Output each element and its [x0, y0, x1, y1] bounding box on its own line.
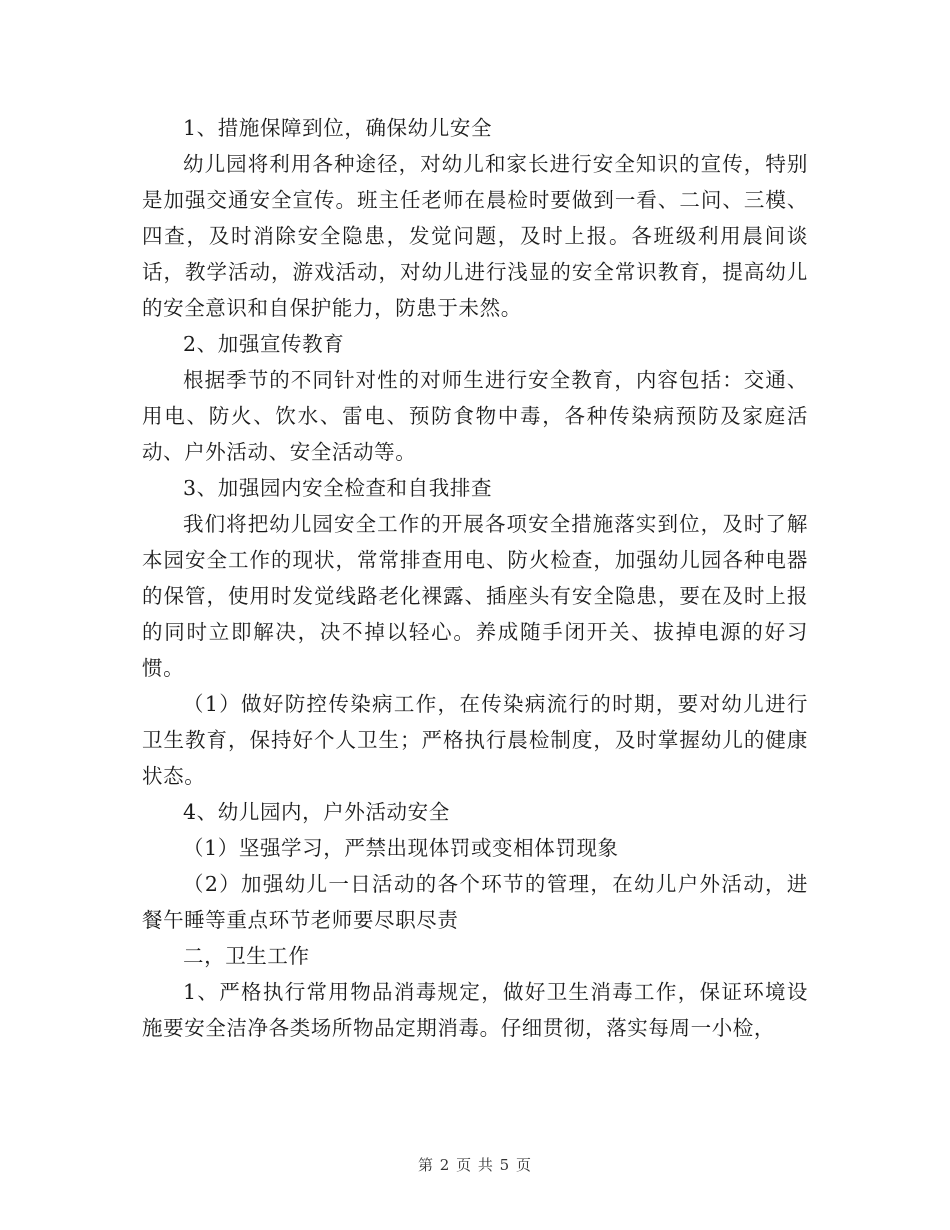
- page-number: 第 2 页 共 5 页: [418, 1156, 532, 1174]
- section-heading: 3、加强园内安全检查和自我排查: [183, 476, 493, 500]
- list-item: （1）做好防控传染病工作，在传染病流行的时期，要对幼儿进行卫生教育，保持好个人卫生；严格执行晨检制度，及时掌握幼儿的健康状态。: [142, 692, 808, 788]
- section-heading: 4、幼儿园内，户外活动安全: [183, 800, 450, 824]
- paragraph: 根据季节的不同针对性的对师生进行安全教育，内容包括：交通、用电、防火、饮水、雷电、预防食物中毒，各种传染病预防及家庭活动、户外活动、安全活动等。: [142, 368, 808, 464]
- document-body: [142, 110, 808, 1046]
- list-item: （1）坚强学习，严禁出现体罚或变相体罚现象: [183, 836, 619, 860]
- section-heading: 二，卫生工作: [183, 944, 310, 968]
- section-heading: 2、加强宣传教育: [183, 332, 345, 356]
- list-item: （2）加强幼儿一日活动的各个环节的管理，在幼儿户外活动，进餐午睡等重点环节老师要尽职尽责: [142, 872, 808, 932]
- section-heading: 1、措施保障到位，确保幼儿安全: [183, 116, 493, 140]
- paragraph: 1、严格执行常用物品消毒规定，做好卫生消毒工作，保证环境设施要安全洁净各类场所物品定期消毒。仔细贯彻，落实每周一小检，: [142, 980, 808, 1040]
- paragraph: 幼儿园将利用各种途径，对幼儿和家长进行安全知识的宣传，特别是加强交通安全宣传。班主任老师在晨检时要做到一看、二问、三模、四查，及时消除安全隐患，发觉问题，及时上报。各班级利用晨间谈话，教学活动，游戏活动，对幼儿进行浅显的安全常识教育，提高幼儿的安全意识和自保护能力，防患于未然。: [142, 152, 808, 320]
- paragraph: 我们将把幼儿园安全工作的开展各项安全措施落实到位，及时了解本园安全工作的现状，常常排查用电、防火检查，加强幼儿园各种电器的保管，使用时发觉线路老化裸露、插座头有安全隐患，要在及时上报的同时立即解决，决不掉以轻心。养成随手闭开关、拔掉电源的好习惯。: [142, 512, 808, 680]
